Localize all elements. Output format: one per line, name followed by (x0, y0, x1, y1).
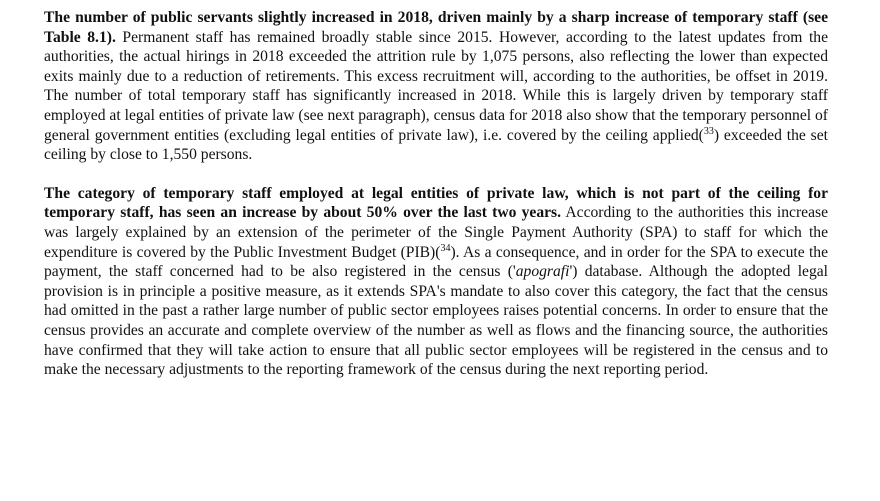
paragraph-temporary-staff (44, 184, 828, 380)
paragraph-lead-sentence: The category of temporary staff employed at legal entities of private law, which is not part of the ceiling for temporary staff, has seen an increase by about 50% over the last two years. (44, 184, 828, 222)
italic-term: apografi (515, 263, 570, 281)
paragraph-public-servants (44, 8, 828, 165)
paragraph-body-text: ) exceeded the set ceiling by close to 1,550 persons. (44, 126, 828, 164)
document-page (44, 8, 828, 380)
paragraph-body-text: Permanent staff has remained broadly stable since 2015. However, according to the latest updates from the authorities, the actual hirings in 2018 exceeded the attrition rule by 1,075 persons, also reflecting the lower than expected exits mainly due to a reduction of retirements. This excess recruitment will, according to the authorities, be offset in 2019. The number of total temporary staff has significantly increased in 2018. While this is largely driven by temporary staff employed at legal entities of private law (see next paragraph), census data for 2018 also show that the temporary personnel of general government entities (excluding legal entities of private law), i.e. covered by the ceiling applied( (44, 28, 828, 144)
paragraph-body-text: According to the authorities this increase was largely explained by an extension of the perimeter of the Single Payment Authority (SPA) to staff for which the expenditure is covered by the Public Investment Budget (PIB)( (44, 204, 828, 261)
paragraph-body-text: ). As a consequence, and in order for the SPA to execute the payment, the staff concerned had to be also registered in the census (' (44, 243, 829, 281)
footnote-reference[interactable]: 33 (703, 125, 714, 137)
paragraph-body-text: ') database. Although the adopted legal provision is in principle a positive measure, as it extends SPA's mandate to also cover this category, the fact that the census had omitted in the past a rather large number of public sector employees raises potential concerns. In order to ensure that the census provides an accurate and complete overview of the number as well as flows and the financing source, the authorities have confirmed that they will take action to ensure that all public sector employees will be registered in the census and to make the necessary adjustments to the reporting framework of the census during the next reporting period. (44, 263, 828, 379)
footnote-reference[interactable]: 34 (440, 242, 451, 254)
paragraph-lead-sentence: The number of public servants slightly increased in 2018, driven mainly by a sharp increase of temporary staff (see Table 8.1). (44, 9, 828, 46)
